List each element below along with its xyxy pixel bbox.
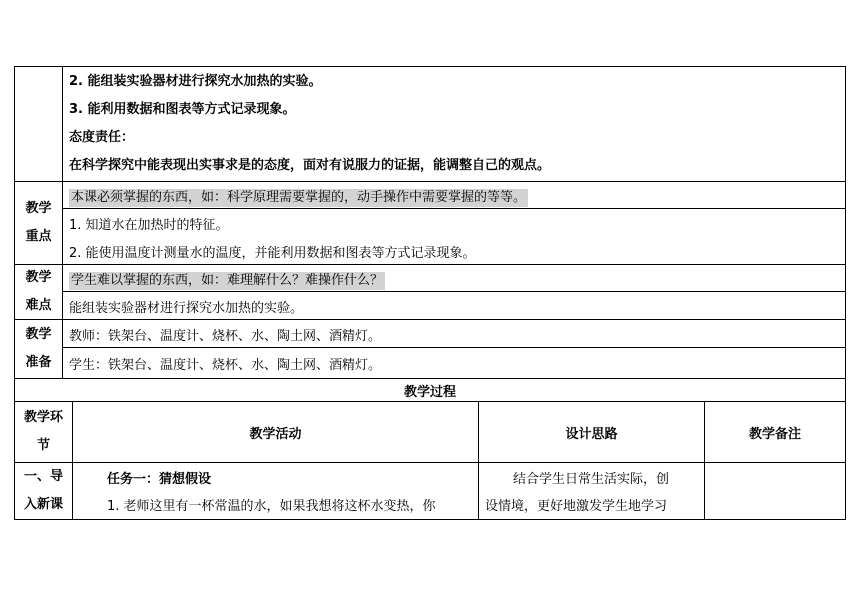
row1-stage-cell (14, 462, 72, 520)
key-points-label-1: 教学 (25, 201, 52, 216)
difficulties-label (14, 264, 62, 319)
header-activity: 教学活动 (249, 426, 302, 442)
preparation-row (14, 319, 846, 378)
difficulties-item-cell (62, 291, 846, 319)
header-design-cell (478, 401, 704, 462)
process-header-row (14, 401, 846, 462)
row1-activity-line: 1. 老师这里有一杯常温的水，如果我想将这杯水变热，你 (107, 499, 436, 514)
objective-line-3: 3. 能利用数据和图表等方式记录现象。 (69, 102, 296, 117)
preparation-student-cell (62, 347, 846, 378)
key-points-note: 本课必须掌握的东西，如：科学原理需要掌握的，动手操作中需要掌握的等等。 (71, 190, 527, 205)
row1-design-line-2: 设情境，更好地激发学生地学习 (485, 499, 668, 514)
objective-line-2: 2. 能组装实验器材进行探究水加热的实验。 (69, 74, 322, 89)
row1-design-cell (478, 462, 704, 520)
key-point-item-1: 1. 知道水在加热时的特征。 (69, 218, 229, 233)
preparation-teacher-cell (62, 319, 846, 347)
key-points-note-cell (62, 181, 846, 208)
header-design: 设计思路 (565, 426, 618, 442)
row1-design-line-1: 结合学生日常生活实际，创 (513, 472, 670, 487)
preparation-teacher: 教师：铁架台、温度计、烧杯、水、陶土网、酒精灯。 (69, 329, 382, 344)
preparation-label-2: 准备 (25, 355, 52, 370)
difficulty-item-1: 能组装实验器材进行探究水加热的实验。 (69, 301, 304, 316)
preparation-student: 学生：铁架台、温度计、烧杯、水、陶土网、酒精灯。 (69, 358, 382, 373)
row1-stage-1: 一、导 (23, 469, 63, 484)
objectives-label-cell (14, 66, 62, 181)
header-stage-2: 节 (36, 438, 50, 453)
difficulties-note-cell (62, 264, 846, 291)
header-activity-cell (72, 401, 478, 462)
process-row-1 (14, 462, 846, 520)
objectives-row (14, 66, 846, 181)
key-points-label-2: 重点 (25, 229, 52, 244)
objectives-content-cell (62, 66, 846, 181)
header-stage-1: 教学环 (23, 410, 63, 425)
key-points-label (14, 181, 62, 264)
header-remarks: 教学备注 (748, 426, 801, 442)
process-title: 教学过程 (403, 384, 456, 400)
process-title-cell (14, 378, 846, 401)
row1-stage-2: 入新课 (23, 497, 63, 512)
attitude-heading: 态度责任： (69, 130, 135, 145)
difficulties-note: 学生难以掌握的东西，如：难理解什么？难操作什么？ (71, 273, 384, 288)
preparation-label (14, 319, 62, 378)
key-points-row (14, 181, 846, 264)
difficulties-label-2: 难点 (25, 298, 52, 313)
attitude-text: 在科学探究中能表现出实事求是的态度，面对有说服力的证据，能调整自己的观点。 (69, 158, 551, 173)
process-title-row (14, 378, 846, 401)
row1-activity-cell (72, 462, 478, 520)
row1-remarks-cell (704, 462, 846, 520)
header-stage-cell (14, 401, 72, 462)
preparation-label-1: 教学 (25, 327, 52, 342)
difficulties-row (14, 264, 846, 319)
difficulties-label-1: 教学 (25, 270, 52, 285)
row1-task-title: 任务一：猜想假设 (107, 472, 212, 487)
header-remarks-cell (704, 401, 846, 462)
key-points-items-cell (62, 208, 846, 264)
key-point-item-2: 2. 能使用温度计测量水的温度，并能利用数据和图表等方式记录现象。 (69, 246, 476, 261)
